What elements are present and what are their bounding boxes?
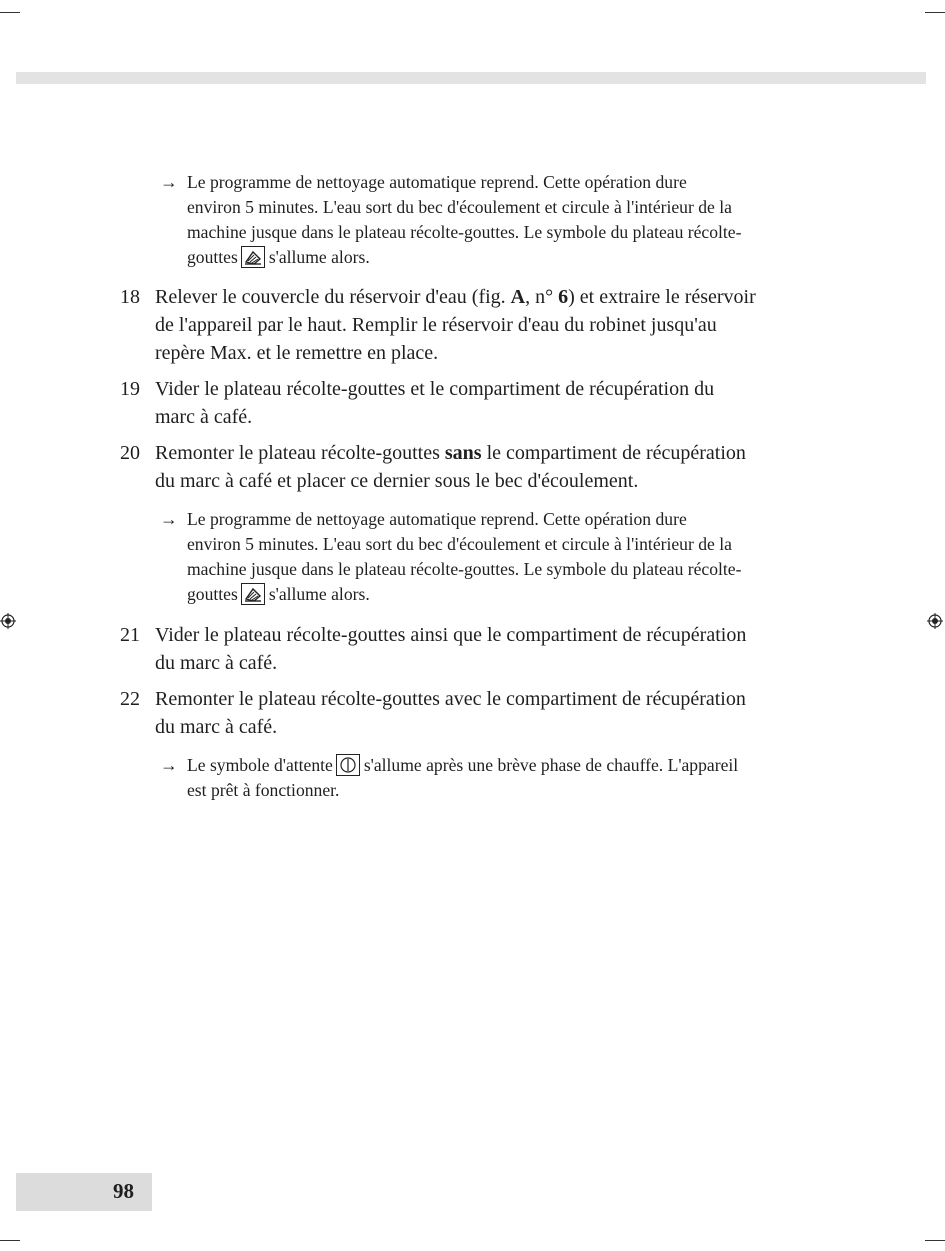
arrow-icon: → — [160, 172, 178, 192]
step-number: 20 — [120, 442, 140, 464]
step-number: 21 — [120, 624, 140, 646]
registration-mark-icon — [927, 613, 943, 629]
registration-mark-icon — [0, 613, 16, 629]
crop-mark — [0, 1240, 20, 1241]
page-number: 98 — [113, 1179, 134, 1203]
result-note: → Le symbole d'attente s'allume après une brève phase de chauffe. L'appareil est prêt à fonctionner. — [160, 755, 739, 800]
step-number: 22 — [120, 688, 140, 710]
step-21: 21 Vider le plateau récolte-gouttes ainsi que le compartiment de récupération du marc à café. — [120, 621, 825, 677]
crop-mark — [925, 12, 945, 13]
page-number-box — [16, 1173, 152, 1211]
header-band — [16, 72, 926, 84]
standby-icon — [336, 754, 360, 776]
step-number: 18 — [120, 286, 140, 308]
drip-tray-icon — [241, 246, 265, 268]
drip-tray-icon — [241, 583, 265, 605]
instructions — [120, 170, 825, 816]
crop-mark — [0, 12, 20, 13]
result-note: → Le programme de nettoyage automatique reprend. Cette opération dure environ 5 minutes. L'eau sort du bec d'écoulement et circule à l'intérieur de la machine jusque dans le plateau récolte-gouttes. Le symbole du plateau récolte- gouttes s'allume alors. — [160, 172, 742, 267]
step-20: 20 Remonter le plateau récolte-gouttes sans le compartiment de récupération du marc à café et placer ce dernier sous le bec d'écoulement. — [120, 439, 825, 495]
step-22: 22 Remonter le plateau récolte-gouttes avec le compartiment de récupération du marc à café. — [120, 685, 825, 741]
step-number: 19 — [120, 378, 140, 400]
crop-mark — [925, 1240, 945, 1241]
arrow-icon: → — [160, 755, 178, 775]
step-18: 18 Relever le couvercle du réservoir d'eau (fig. A, n° 6) et extraire le réservoir de l'appareil par le haut. Remplir le réservoir d'eau du robinet jusqu'au repère Max. et le remettre en place. — [120, 283, 825, 367]
step-19: 19 Vider le plateau récolte-gouttes et le compartiment de récupération du marc à café. — [120, 375, 825, 431]
result-note: → Le programme de nettoyage automatique reprend. Cette opération dure environ 5 minutes. L'eau sort du bec d'écoulement et circule à l'intérieur de la machine jusque dans le plateau récolte-gouttes. Le symbole du plateau récolte- gouttes s'allume alors. — [160, 509, 742, 604]
arrow-icon: → — [160, 509, 178, 529]
